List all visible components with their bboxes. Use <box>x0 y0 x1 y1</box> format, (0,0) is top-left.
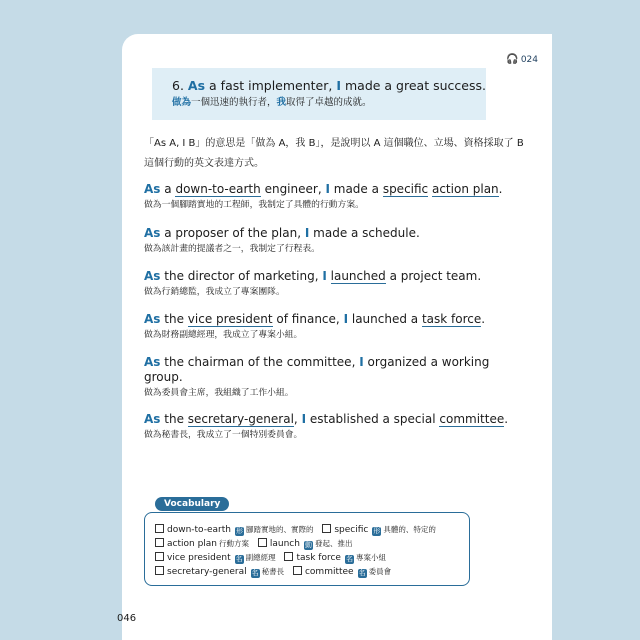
book-page <box>122 34 552 640</box>
key-sentence-en <box>172 78 486 94</box>
vocabulary-label: Vocabulary <box>155 497 229 511</box>
example-4 <box>144 312 544 342</box>
keyword-i: I <box>336 78 341 93</box>
vocab-meaning: 副總經理 <box>245 553 276 562</box>
key-sentence-zh <box>172 96 486 110</box>
vocab-term: specific <box>334 525 369 535</box>
keyword-as: As <box>144 312 161 326</box>
vocab-term: secretary-general <box>167 567 247 577</box>
audio-track[interactable] <box>506 54 538 65</box>
vocab-row <box>155 537 469 551</box>
zh-part: 取得了卓越的成就。 <box>286 97 372 108</box>
vocab-term: task force <box>296 553 341 563</box>
keyword-i: I <box>325 182 330 196</box>
pos-badge: 形 <box>373 527 381 535</box>
checkbox-icon[interactable] <box>258 538 267 547</box>
example-2 <box>144 226 544 256</box>
example-3 <box>144 269 544 299</box>
text: the director of marketing, <box>164 269 319 283</box>
page-number: 046 <box>117 613 137 624</box>
text: , <box>293 412 298 426</box>
checkbox-icon[interactable] <box>322 524 331 533</box>
keyword-as: As <box>144 355 161 369</box>
key-sentence-box <box>152 68 486 120</box>
sentence-part: a fast implementer, <box>209 78 333 93</box>
pos-badge: 名 <box>345 555 353 563</box>
example-en <box>144 269 544 284</box>
vocab-term: action plan <box>167 539 217 549</box>
pos-badge: 名 <box>251 569 259 577</box>
sentence-part: made a great success. <box>344 78 486 93</box>
vocab-underline: task force <box>421 312 482 326</box>
text: . <box>481 312 486 326</box>
checkbox-icon[interactable] <box>155 524 164 533</box>
vocab-underline: committee <box>439 412 505 426</box>
text: the <box>164 312 184 326</box>
vocab-meaning: 發起、推出 <box>314 539 353 548</box>
example-zh: 做為行銷總監，我成立了專案團隊。 <box>144 287 285 297</box>
keyword-as: As <box>144 182 161 196</box>
text: the <box>164 412 184 426</box>
sentence-number: 6. <box>172 78 184 93</box>
vocab-term: down-to-earth <box>167 525 231 535</box>
keyword-as: As <box>144 269 161 283</box>
keyword-i: I <box>343 312 349 326</box>
explanation-text: 「As A, I B」的意思是「做為 A，我 B」，是說明以 A 這個職位、立場、資格採取了 B 這個行動的英文表達方式。 <box>144 138 524 169</box>
example-1 <box>144 182 544 212</box>
example-en <box>144 182 544 197</box>
keyword-i: I <box>301 412 307 426</box>
text: . <box>504 412 509 426</box>
example-en <box>144 412 544 427</box>
checkbox-icon[interactable] <box>155 552 164 561</box>
vocab-underline: launched <box>330 269 386 283</box>
text: a project team. <box>389 269 482 283</box>
keyword-as: As <box>144 226 161 240</box>
pos-badge: 動 <box>304 541 312 549</box>
text: launched a <box>351 312 419 326</box>
checkbox-icon[interactable] <box>155 538 164 547</box>
keyword-as: As <box>187 78 206 93</box>
example-en <box>144 355 544 385</box>
text: a <box>164 182 172 196</box>
vocab-row <box>155 551 469 565</box>
keyword-i: I <box>322 269 327 283</box>
vocab-term: vice president <box>167 553 231 563</box>
text: group. <box>144 370 183 384</box>
vocab-meaning: 具體的、特定的 <box>383 525 436 534</box>
example-zh: 做為財務副總經理，我成立了專案小組。 <box>144 330 303 340</box>
vocab-underline: specific <box>382 182 429 196</box>
vocab-underline: down-to-earth <box>175 182 261 196</box>
text: established a special <box>309 412 436 426</box>
vocabulary-box <box>144 512 470 586</box>
example-en <box>144 312 544 327</box>
example-zh: 做為委員會主席，我組織了工作小組。 <box>144 388 294 398</box>
vocab-meaning: 委員會 <box>368 567 392 576</box>
text: the chairman of the committee, <box>164 355 356 369</box>
vocab-row <box>155 565 469 579</box>
vocab-meaning: 專案小組 <box>355 553 386 562</box>
vocab-term: launch <box>269 539 300 549</box>
vocab-meaning: 腳踏實地的、實際的 <box>245 525 314 534</box>
vocab-meaning: 秘書長 <box>261 567 285 576</box>
checkbox-icon[interactable] <box>155 566 164 575</box>
zh-keyword: 我 <box>276 97 287 108</box>
example-zh: 做為該計畫的提議者之一，我制定了行程表。 <box>144 244 320 254</box>
audio-track-number: 024 <box>520 54 538 65</box>
checkbox-icon[interactable] <box>293 566 302 575</box>
pos-badge: 名 <box>235 555 243 563</box>
vocab-term: committee <box>304 567 354 577</box>
text: engineer, <box>264 182 322 196</box>
zh-keyword: 做為 <box>172 97 192 108</box>
example-zh: 做為秘書長，我成立了一個特別委員會。 <box>144 430 303 440</box>
example-zh: 做為一個腳踏實地的工程師，我制定了具體的行動方案。 <box>144 200 364 210</box>
vocab-meaning: 行動方案 <box>219 539 249 548</box>
text: made a <box>333 182 379 196</box>
vocab-underline: secretary-general <box>187 412 294 426</box>
example-6 <box>144 412 544 442</box>
pos-badge: 形 <box>235 527 243 535</box>
keyword-as: As <box>144 412 161 426</box>
text: . <box>498 182 503 196</box>
pos-badge: 名 <box>358 569 366 577</box>
text: made a schedule. <box>313 226 420 240</box>
text: a proposer of the plan, <box>164 226 302 240</box>
vocab-row <box>155 523 469 537</box>
vocab-underline: action plan <box>431 182 499 196</box>
example-5 <box>144 355 544 400</box>
checkbox-icon[interactable] <box>284 552 293 561</box>
keyword-i: I <box>304 226 310 240</box>
text: of finance, <box>276 312 340 326</box>
example-en <box>144 226 544 241</box>
headphones-icon: 🎧 <box>506 54 519 65</box>
zh-part: 一個迅速的執行者， <box>191 97 277 108</box>
keyword-i: I <box>359 355 364 369</box>
text: organized a working <box>367 355 490 369</box>
vocab-underline: vice president <box>187 312 273 326</box>
